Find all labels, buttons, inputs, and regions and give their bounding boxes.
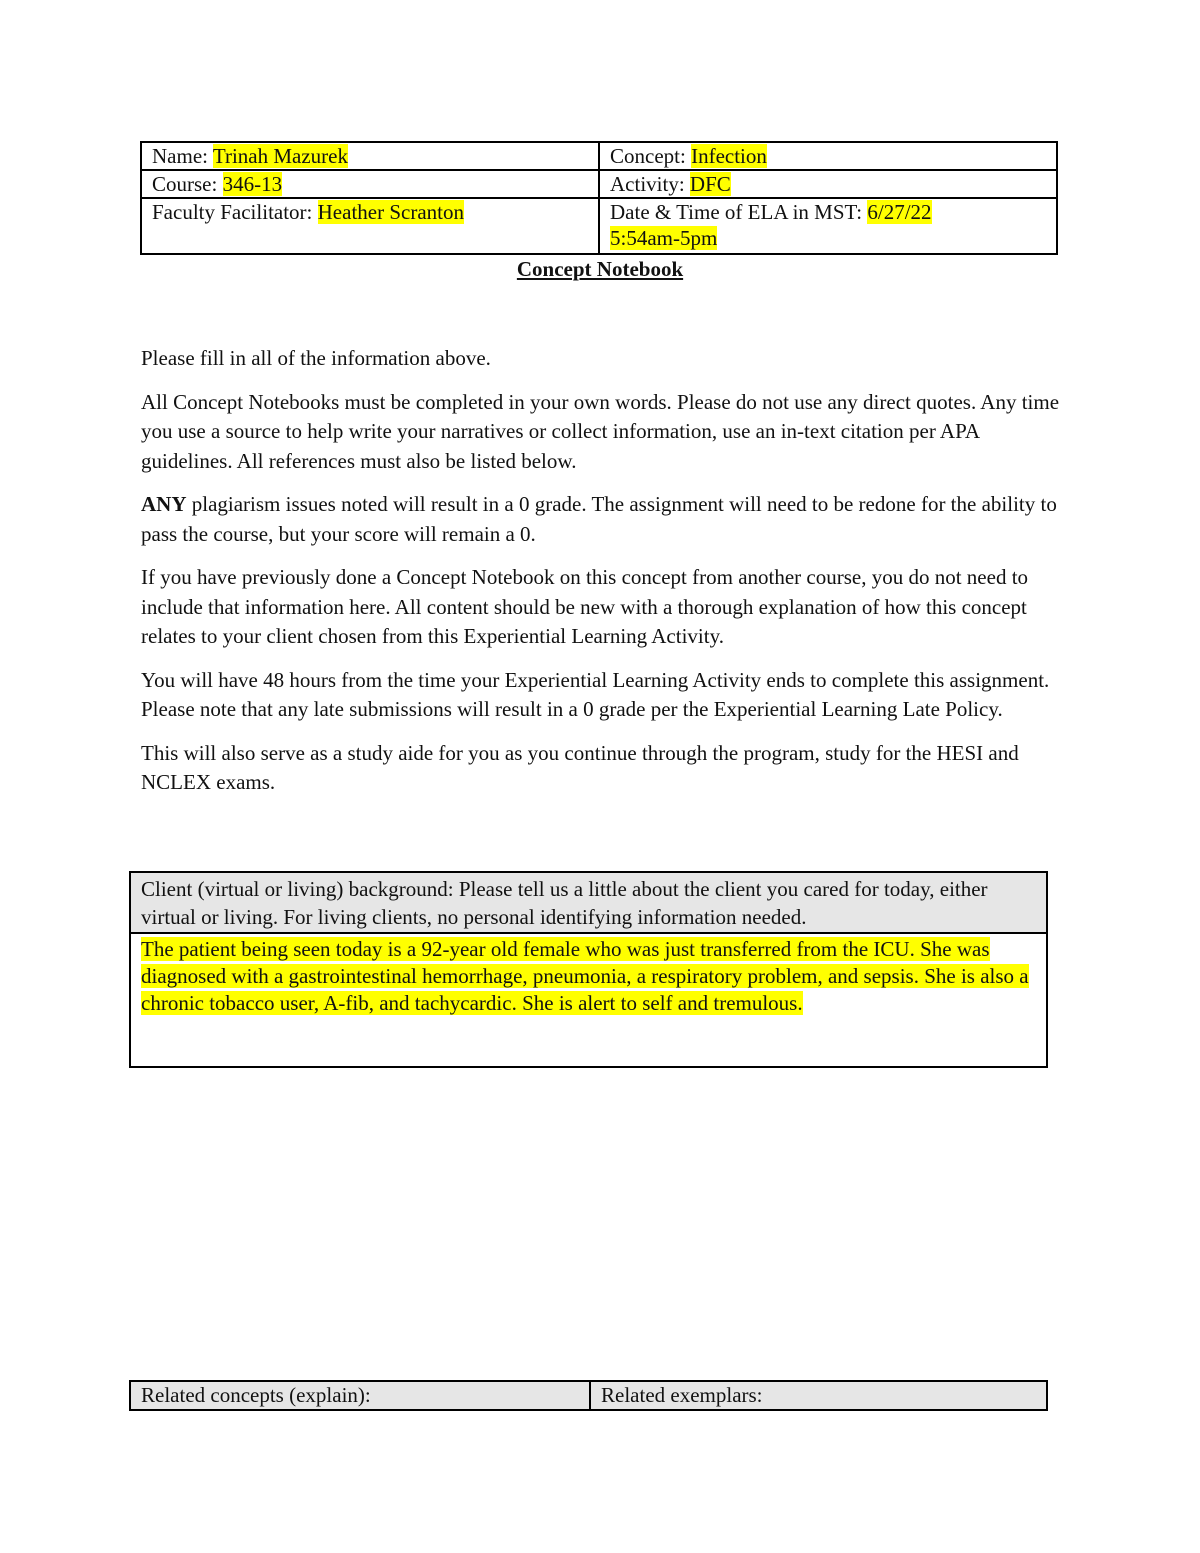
instructions [141, 344, 1061, 812]
client-background-response: The patient being seen today is a 92-year old female who was just transferred from the ICU. She was diagnosed with a gastrointestinal hemorrhage, pneumonia, a respiratory problem, and sepsis. She is also a chronic tobacco user, A-fib, and tachycardic. She is alert to self and tremulous. [141, 937, 1029, 1015]
course-label: Course: [152, 172, 223, 196]
activity-label: Activity: [610, 172, 690, 196]
paragraph-1: Please fill in all of the information above. [141, 346, 491, 370]
paragraph-4: If you have previously done a Concept Notebook on this concept from another course, you do not need to include that information here. All content should be new with a thorough explanation of how this concept relates to your client chosen from this Experiential Learning Activity. [141, 565, 1029, 648]
related-concepts-label: Related concepts (explain): [131, 1382, 591, 1409]
page-title: Concept Notebook [516, 257, 684, 281]
datetime-label: Date & Time of ELA in MST: [610, 200, 868, 224]
paragraph-3-bold: ANY [141, 492, 187, 516]
datetime-cell [599, 198, 1057, 254]
activity-cell [599, 170, 1057, 198]
faculty-value: Heather Scranton [317, 200, 464, 224]
info-table [140, 141, 1058, 255]
concept-value: Infection [691, 144, 767, 168]
client-background-box [129, 871, 1048, 1068]
datetime-value-line1: 6/27/22 [867, 200, 932, 224]
paragraph-3 [141, 490, 1061, 549]
client-background-prompt: Client (virtual or living) background: Please tell us a little about the client you cared for today, either virtual or living. For living clients, no personal identifying information needed. [131, 873, 1046, 934]
name-cell [141, 142, 599, 170]
faculty-cell [141, 198, 599, 254]
activity-value: DFC [689, 172, 731, 196]
paragraph-3-rest: plagiarism issues noted will result in a 0 grade. The assignment will need to be redone for the ability to pass the course, but your score will remain a 0. [141, 492, 1057, 546]
datetime-value-line2: 5:54am-5pm [610, 226, 718, 250]
name-label: Name: [152, 144, 213, 168]
course-cell [141, 170, 599, 198]
client-background-response-area[interactable] [131, 934, 1046, 1066]
paragraph-5: You will have 48 hours from the time your Experiential Learning Activity ends to complete this assignment. Please note that any late submissions will result in a 0 grade per the Experiential Learning Late Policy. [141, 667, 1050, 721]
related-exemplars-label: Related exemplars: [591, 1382, 1046, 1409]
faculty-label: Faculty Facilitator: [152, 200, 318, 224]
name-value: Trinah Mazurek [212, 144, 348, 168]
concept-label: Concept: [610, 144, 692, 168]
paragraph-6: This will also serve as a study aide for you as you continue through the program, study for the HESI and NCLEX exams. [141, 740, 1019, 794]
course-value: 346-13 [222, 172, 283, 196]
paragraph-2: All Concept Notebooks must be completed in your own words. Please do not use any direct quotes. Any time you use a source to help write your narratives or collect information, use an in-text citation per APA guidelines. All references must also be listed below. [141, 389, 1060, 473]
concept-cell [599, 142, 1057, 170]
related-box [129, 1380, 1048, 1411]
